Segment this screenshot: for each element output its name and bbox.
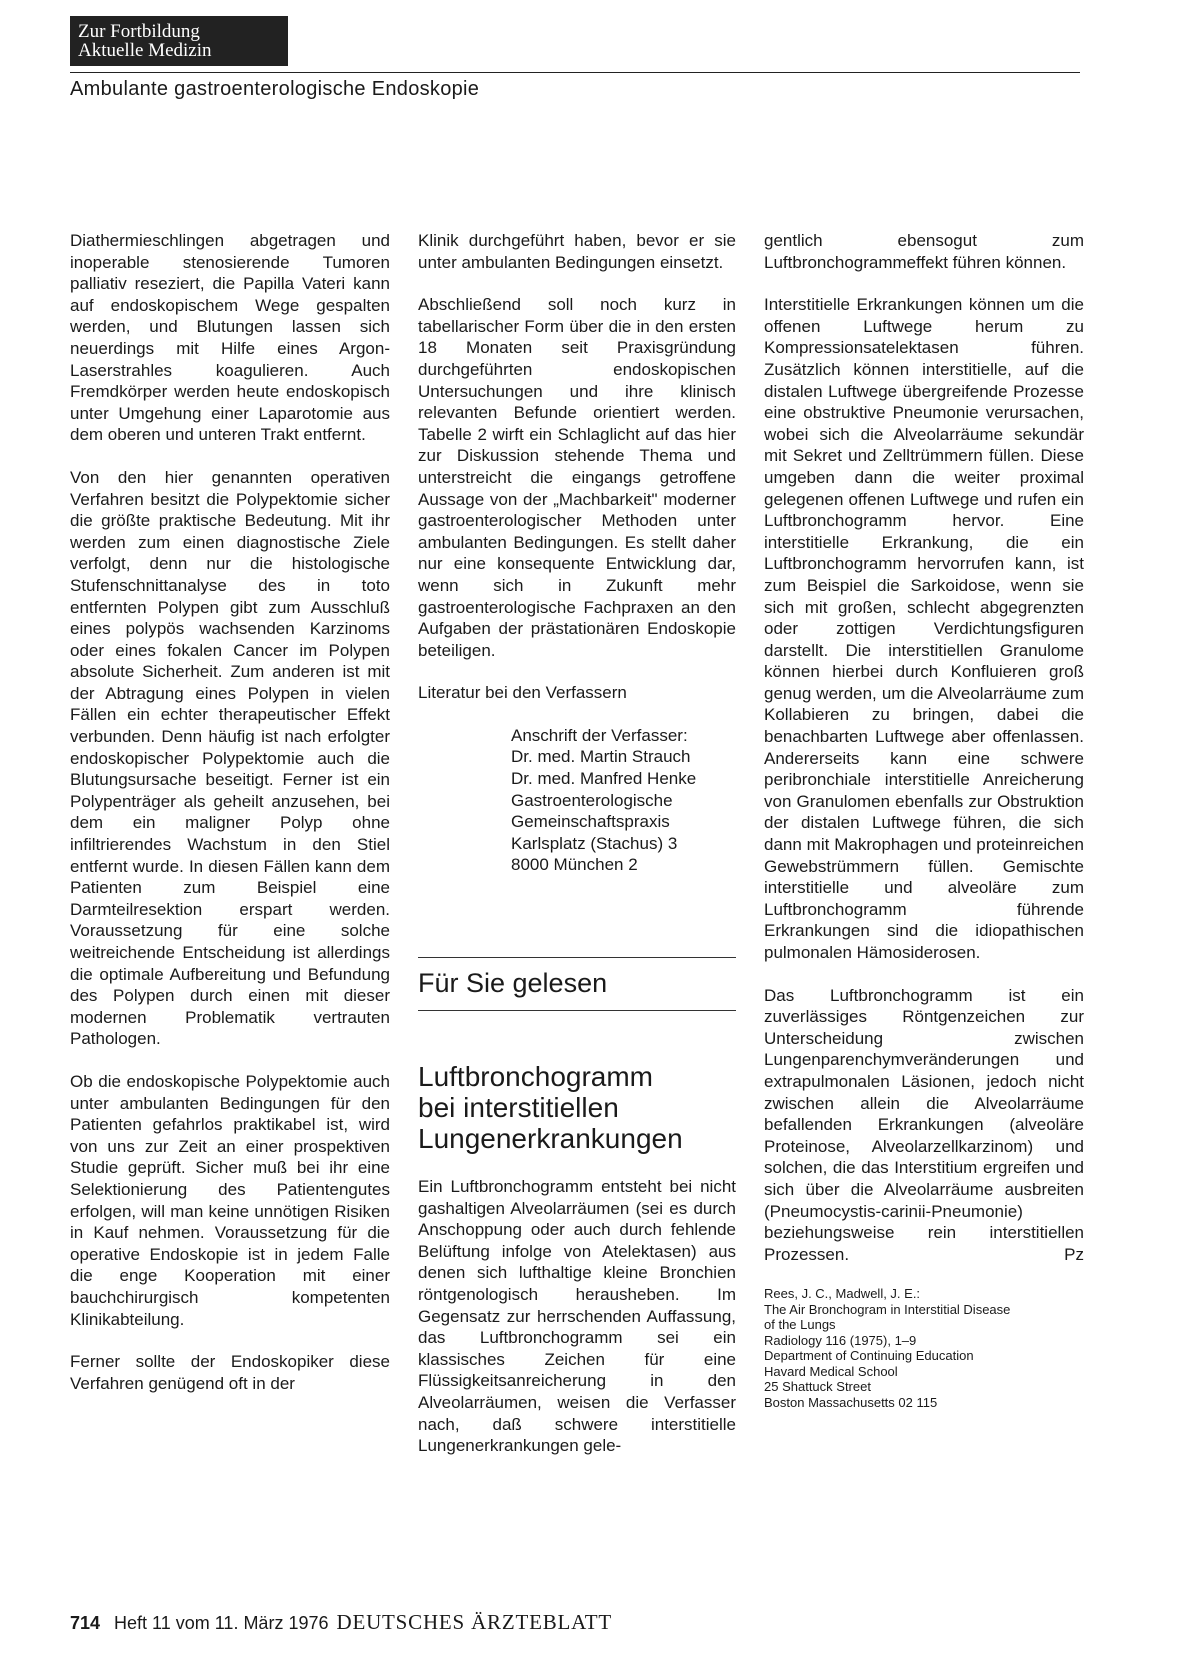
address-line: Gastroenterologische	[511, 790, 673, 810]
paragraph: Klinik durchgeführt haben, bevor er sie unter ambulanten Bedingungen einsetzt.	[418, 231, 736, 272]
address-line: Anschrift der Verfasser:	[511, 725, 688, 745]
literature-note: Literatur bei den Verfassern	[418, 683, 627, 703]
author-address	[511, 725, 736, 876]
address-line: Dr. med. Martin Strauch	[511, 747, 691, 767]
paragraph: Ein Luftbronchogramm entsteht bei nicht gashaltigen Alveolarräumen (sei es durch Anschoppung oder auch durch fehlende Belüftung infolge von Atelektasen) aus denen sich lufthaltige kleine Bronchien röntgenologisch herausheben. Im Gegensatz zur herrschenden Auffassung, das Luftbronchogramm sei ein klassisches Zeichen für eine Flüssigkeitsanreicherung in den Alveolarräumen, weisen die Verfasser nach, daß schwere interstitielle Lungenerkrankungen gele-	[418, 1177, 736, 1456]
reference-line: Department of Continuing Education	[764, 1348, 974, 1364]
column-3	[764, 230, 1084, 1410]
article-headline	[418, 1061, 736, 1154]
column-2	[418, 230, 736, 1478]
paragraph	[764, 985, 1084, 1266]
section-badge	[70, 16, 288, 66]
paragraph: Diathermieschlingen abgetragen und inoperable stenosierende Tumoren palliativ reseziert, die Papilla Vateri kann auf endoskopischem Wege gespalten werden, und Blutungen lassen sich neuerdings mit Hilfe eines Argon-Laserstrahles koagulieren. Auch Fremdkörper werden heute endoskopisch unter Umgehung einer Laparotomie aus dem oberen und unteren Trakt entfernt.	[70, 231, 390, 445]
address-line: 8000 München 2	[511, 855, 638, 875]
reference-block	[764, 1286, 1084, 1410]
paragraph: Interstitielle Erkrankungen können um die offenen Luftwege herum zu Kompressionsatelektasen führen. Zusätzlich können interstitielle, auf die distalen Luftwege übergreifende Prozesse eine obstruktive Pneumonie verursachen, wobei sich die Alveolarräume sekundär mit Sekret und Zelltrümmern füllen. Diese umgeben dann die weiter proximal gelegenen offenen Luftwege und rufen ein Luftbronchogramm hervor. Eine interstitielle Erkrankung, die ein Luftbronchogramm hervorrufen kann, ist zum Beispiel die Sarkoidose, wenn sie sich mit großen, schlecht abgegrenzten oder zottigen Verdichtungsfiguren darstellt. Die interstitiellen Granulome können hierbei durch Konfluieren groß genug werden, um die Alveolarräume zum Kollabieren zu bringen, dabei die benachbarten Luftwege aber offenlassen. Andererseits kann eine schwere peribronchiale interstitielle Anreicherung von Granulomen ebenfalls zur Obstruktion der distalen Luftwege führen, die sich dann mit Makrophagen und proteinreichen Gewebstrümmern füllen. Gemischte interstitielle und alveoläre zum Luftbronchogramm führende Erkrankungen sind die idiopathischen pulmonalen Hämosiderosen.	[764, 295, 1084, 962]
badge-line-2: Aktuelle Medizin	[78, 40, 212, 61]
page-number: 714	[70, 1613, 101, 1633]
reference-line: Havard Medical School	[764, 1363, 898, 1379]
issue-info: Heft 11 vom 11. März 1976	[114, 1613, 329, 1633]
page-title: Ambulante gastroenterologische Endoskopie	[70, 78, 480, 100]
reference-line: of the Lungs	[764, 1317, 836, 1333]
reference-line: Rees, J. C., Madwell, J. E.:	[764, 1286, 921, 1302]
headline-line: Luftbronchogramm	[418, 1061, 654, 1093]
paragraph: Ob die endoskopische Polypektomie auch unter ambulanten Bedingungen für den Patienten gefahrlos praktikabel ist, wird von uns zur Zeit an einer prospektiven Studie geprüft. Sicher muß bei ihr eine Selektionierung des Patientengutes erfolgen, will man keine unnötigen Risiken in Kauf nehmen. Voraussetzung für die operative Endoskopie ist in jedem Falle die enge Kooperation mit einer bauchchirurgisch kompetenten Klinikabteilung.	[70, 1071, 390, 1329]
paragraph: Ferner sollte der Endoskopiker diese Verfahren genügend oft in der	[70, 1352, 390, 1393]
address-line: Dr. med. Manfred Henke	[511, 769, 697, 789]
page-footer	[70, 1610, 612, 1635]
section-title: Für Sie gelesen	[418, 968, 608, 999]
header-rule	[70, 72, 1080, 73]
headline-line: Lungenerkrankungen	[418, 1123, 683, 1155]
reference-line: Boston Massachusetts 02 115	[764, 1394, 938, 1410]
section-rule-top	[418, 957, 736, 958]
badge-line-1: Zur Fortbildung	[78, 21, 200, 42]
paragraph-text: Das Luftbronchogramm ist ein zuverlässiges Röntgenzeichen zur Unterscheidung zwischen Lungenparenchymveränderungen und extrapulmonalen Läsionen, jedoch nicht zwischen allein die Alveolarräume befallenden Erkrankungen (alveoläre Proteinose, Alveolarzellkarzinom) und solchen, die das Interstitium ergreifen und sich über die Alveolarräume ausbreiten (Pneumocystis-carinii-Pneumonie) beziehungsweise rein interstitiellen Prozessen.	[764, 985, 1084, 1264]
section-rule-bottom	[418, 1010, 736, 1011]
paragraph: Von den hier genannten operativen Verfahren besitzt die Polypektomie sicher die größte praktische Bedeutung. Mit ihr werden zum einen diagnostische Ziele verfolgt, denn nur die histologische Stufenschnittanalyse des in toto entfernten Polypen gibt zum Ausschluß eines polypös wachsenden Karzinoms oder eines fokalen Cancer im Polypen absolute Sicherheit. Zum anderen ist mit der Abtragung eines Polypen in vielen Fällen ein echter therapeutischer Effekt verbunden. Denn häufig ist nach erfolgter endoskopischer Polypektomie auch die Blutungsursache beseitigt. Ferner ist ein Polypenträger als geheilt anzusehen, bei dem ein maligner Polyp ohne infiltrierendes Wachstum in den Stiel entfernt wurde. In diesen Fällen kann dem Patienten zum Beispiel eine Darmteilresektion erspart werden. Voraussetzung für eine solche weitreichende Entscheidung ist allerdings die optimale Aufbereitung und Befundung des Polypen durch einen mit dieser modernen Problematik vertrauten Pathologen.	[70, 467, 390, 1049]
journal-name: DEUTSCHES ÄRZTEBLATT	[336, 1610, 613, 1634]
headline-line: bei interstitiellen	[418, 1092, 619, 1124]
reference-line: Radiology 116 (1975), 1–9	[764, 1332, 917, 1348]
reference-line: The Air Bronchogram in Interstitial Disease	[764, 1301, 1011, 1317]
address-line: Gemeinschaftspraxis	[511, 812, 670, 832]
reference-line: 25 Shattuck Street	[764, 1379, 871, 1395]
author-signature: Pz	[1064, 1244, 1084, 1264]
address-line: Karlsplatz (Stachus) 3	[511, 833, 678, 853]
column-1	[70, 230, 390, 1415]
paragraph: Abschließend soll noch kurz in tabellarischer Form über die in den ersten 18 Monaten seit Praxisgründung durchgeführten endoskopischen Untersuchungen und ihre klinisch relevanten Befunde orientiert werden. Tabelle 2 wirft ein Schlaglicht auf das hier zur Diskussion stehende Thema und unterstreicht die eingangs getroffene Aussage von der „Machbarkeit" moderner gastroenterologischer Methoden unter ambulanten Bedingungen. Es stellt daher nur eine konsequente Entwicklung dar, wenn sich in Zukunft mehr gastroenterologische Fachpraxen an den Aufgaben der prästationären Endoskopie beteiligen.	[418, 295, 736, 660]
paragraph: gentlich ebensogut zum Luftbronchogrammeffekt führen können.	[764, 231, 1084, 272]
